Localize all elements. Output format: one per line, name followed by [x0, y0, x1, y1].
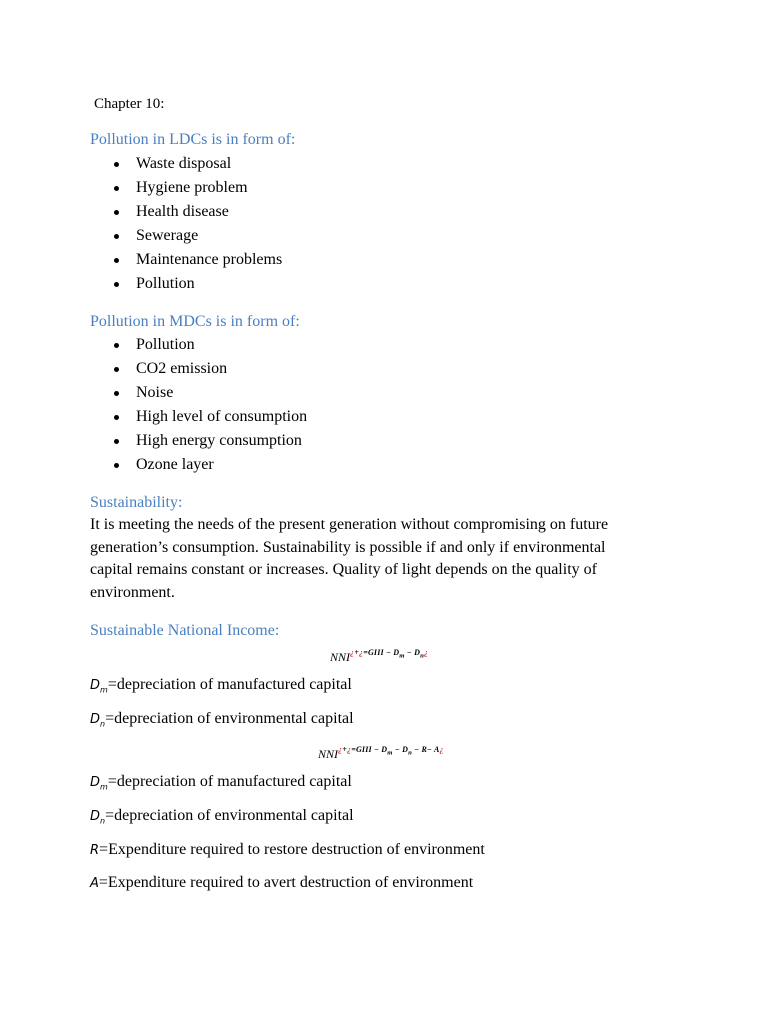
list-item: Waste disposal [100, 152, 282, 176]
bullet-icon [114, 391, 119, 396]
definition-r: R=Expenditure required to restore destruction of environment [90, 841, 485, 858]
list-item: Sewerage [100, 224, 282, 248]
list-item: Hygiene problem [100, 176, 282, 200]
list-item: Health disease [100, 200, 282, 224]
list-item: Maintenance problems [100, 248, 282, 272]
bullet-icon [114, 186, 119, 191]
chapter-title: Chapter 10: [94, 96, 165, 112]
bullet-icon [114, 439, 119, 444]
mdc-heading: Pollution in MDCs is in form of: [90, 313, 300, 330]
list-item: CO2 emission [100, 357, 307, 381]
sustainability-paragraph: It is meeting the needs of the present generation without compromising on future generation’s consumption. Sustainability is possible if and only if environmental capital remains constant or increases. Quality of light depends on the quality of environment. [90, 516, 609, 601]
bullet-icon [114, 343, 119, 348]
definition-dn: $D_n=depreciation$ of environmental capital [90, 710, 354, 729]
mdc-list [100, 333, 307, 477]
list-item: Pollution [100, 272, 282, 296]
bullet-icon [114, 210, 119, 215]
definition-a: A=Expenditure required to avert destruction of environment [90, 874, 474, 891]
list-item: Pollution [100, 333, 307, 357]
ldc-heading: Pollution in LDCs is in form of: [90, 131, 296, 148]
list-item: Ozone layer [100, 453, 307, 477]
ldc-list [100, 152, 282, 296]
bullet-icon [114, 234, 119, 239]
list-item: High energy consumption [100, 429, 307, 453]
formula-sni-2: $NNI^{¿+¿=GIII - D_m - D_n - R- A¿}$ [318, 745, 444, 761]
sni-heading: Sustainable National Income: [90, 622, 280, 639]
bullet-icon [114, 162, 119, 167]
list-item: High level of consumption [100, 405, 307, 429]
definition-dm: $D_m=depreciation$ of manufactured capital [90, 676, 352, 695]
bullet-icon [114, 463, 119, 468]
bullet-icon [114, 258, 119, 263]
sustainability-heading: Sustainability: [90, 494, 183, 511]
definition-dm: $D_m=depreciation$ of manufactured capital [90, 773, 352, 792]
list-item: Noise [100, 381, 307, 405]
definition-dn: $D_n=depreciation$ of environmental capital [90, 807, 354, 826]
bullet-icon [114, 367, 119, 372]
formula-sni-1: $NNI^{¿+¿=GIII - D_m - D_n¿}$ [330, 648, 429, 664]
bullet-icon [114, 282, 119, 287]
bullet-icon [114, 415, 119, 420]
